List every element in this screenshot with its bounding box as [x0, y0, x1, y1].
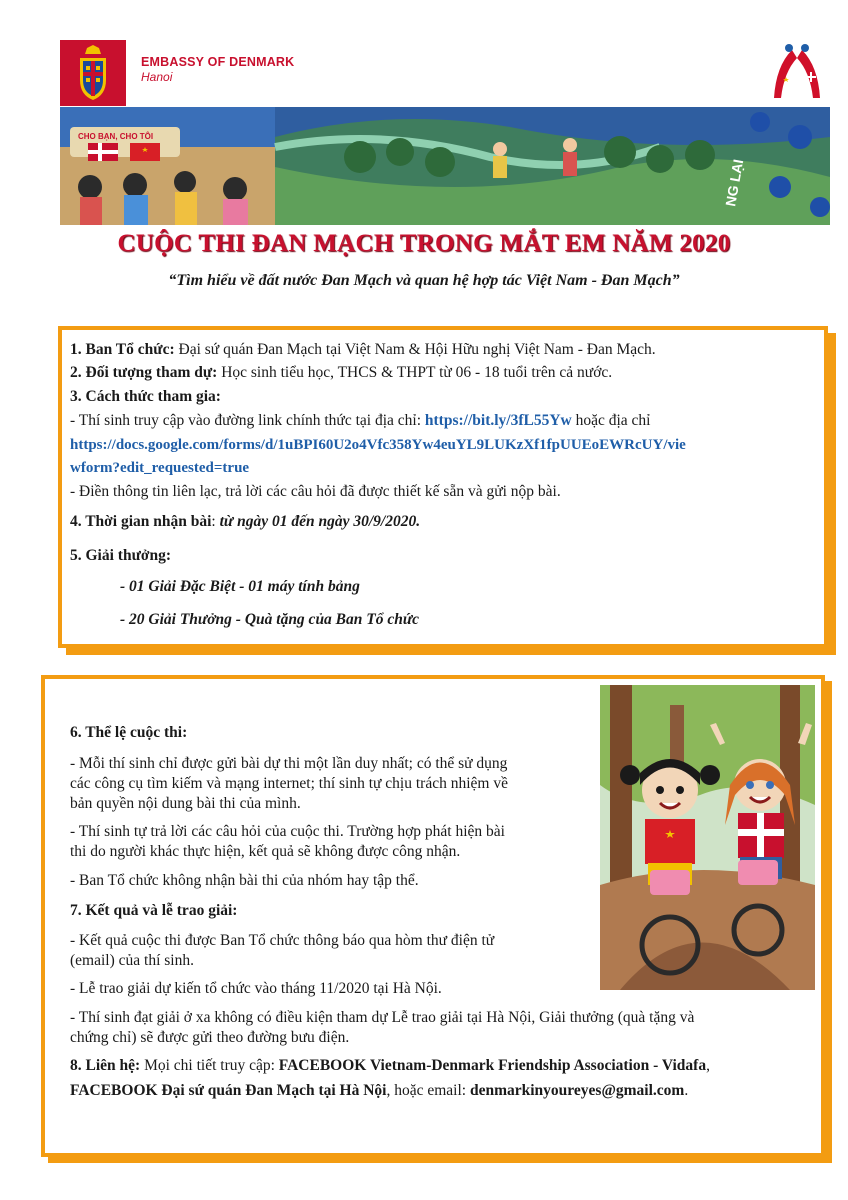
rules-3: - Ban Tổ chức không nhận bài thi của nhóm hay tập thể.	[70, 872, 419, 889]
prize-item-1: - 01 Giải Đặc Biệt - 01 máy tính bảng	[120, 578, 360, 595]
rules-label: 6. Thể lệ cuộc thi:	[70, 724, 188, 741]
method-line-1	[70, 411, 651, 431]
organizer-text: Đại sứ quán Đan Mạch tại Việt Nam & Hội Hữu nghị Việt Nam - Đan Mạch.	[174, 341, 656, 358]
results-label: 7. Kết quả và lễ trao giải:	[70, 902, 238, 919]
rules-1c: bản quyền nội dung bài thi của mình.	[70, 795, 301, 812]
rules-1b: các công cụ tìm kiếm và mạng internet; thí sinh tự chịu trách nhiệm về	[70, 775, 508, 792]
prize-item-2: - 20 Giải Thưởng - Quà tặng của Ban Tổ chức	[120, 611, 420, 628]
embassy-city: Hanoi	[141, 70, 173, 84]
target-label: 2. Đối tượng tham dự:	[70, 364, 218, 381]
embassy-crest-logo	[60, 40, 126, 106]
method-line-1-tail: hoặc địa chỉ	[571, 412, 651, 429]
contact-comma: ,	[706, 1057, 710, 1074]
time-line	[70, 512, 420, 532]
contact-facebook-embassy[interactable]: FACEBOOK Đại sứ quán Đan Mạch tại Hà Nội	[70, 1082, 387, 1099]
results-3b: chứng chỉ) sẽ được gửi theo đường bưu điện.	[70, 1029, 350, 1046]
organizer-label: 1. Ban Tổ chức:	[70, 341, 175, 358]
rules-2a: - Thí sinh tự trả lời các câu hỏi của cuộc thi. Trường hợp phát hiện bài	[70, 823, 505, 840]
method-label: 3. Cách thức tham gia:	[70, 388, 221, 405]
banner-sign-text: CHO BẠN, CHO TÔI	[78, 132, 154, 141]
results-2: - Lễ trao giải dự kiến tổ chức vào tháng 11/2020 tại Hà Nội.	[70, 980, 442, 997]
results-3a: - Thí sinh đạt giải ở xa không có điều kiện tham dự Lễ trao giải tại Hà Nội, Giải thưởng (quà tặng và	[70, 1009, 695, 1026]
results-heading	[70, 901, 237, 921]
long-link-line-1[interactable]: https://docs.google.com/forms/d/1uBPI60U2o4Vfc358Yw4euYL9LUKzXf1fpUUEoEWRcUY/vie	[70, 437, 686, 453]
prize-heading	[70, 546, 171, 566]
children-cycling-illustration	[600, 685, 815, 990]
contact-facebook-vidafa[interactable]: FACEBOOK Vietnam-Denmark Friendship Association - Vidafa	[278, 1057, 707, 1074]
contact-text-b: , hoặc email:	[386, 1082, 470, 1099]
time-colon: :	[211, 513, 220, 530]
banner-side-text: NG LẠI	[722, 158, 747, 208]
vidafa-logo	[762, 40, 832, 106]
results-1b: (email) của thí sinh.	[70, 952, 194, 969]
target-text: Học sinh tiểu học, THCS & THPT từ 06 - 18 tuổi trên cả nước.	[217, 364, 613, 381]
target-line	[70, 363, 612, 383]
contact-period: .	[684, 1082, 689, 1099]
embassy-name: EMBASSY OF DENMARK	[141, 55, 295, 69]
rules-heading	[70, 723, 187, 743]
time-label: 4. Thời gian nhận bài	[70, 513, 212, 530]
method-line-1-text: - Thí sinh truy cập vào đường link chính thức tại địa chỉ:	[70, 412, 425, 429]
contact-email[interactable]: denmarkinyoureyes@gmail.com	[469, 1082, 685, 1099]
method-line-2: - Điền thông tin liên lạc, trả lời các câu hỏi đã được thiết kế sẵn và gửi nộp bài.	[70, 483, 561, 500]
contact-line-1	[70, 1056, 710, 1076]
time-text: từ ngày 01 đến ngày 30/9/2020.	[219, 513, 421, 530]
long-link-line-2[interactable]: wform?edit_requested=true	[70, 460, 250, 476]
page-subtitle: “Tìm hiểu về đất nước Đan Mạch và quan hệ hợp tác Việt Nam - Đan Mạch”	[168, 272, 680, 289]
contact-label: 8. Liên hệ:	[70, 1057, 141, 1074]
contact-text-a: Mọi chi tiết truy cập:	[140, 1057, 279, 1074]
page-title: CUỘC THI ĐAN MẠCH TRONG MẮT EM NĂM 2020	[117, 230, 731, 257]
short-link[interactable]: https://bit.ly/3fL55Yw	[424, 412, 572, 429]
prize-label: 5. Giải thưởng:	[70, 547, 171, 564]
results-1a: - Kết quả cuộc thi được Ban Tổ chức thông báo qua hòm thư điện tử	[70, 932, 495, 949]
rules-1a: - Mỗi thí sinh chỉ được gửi bài dự thi một lần duy nhất; có thể sử dụng	[70, 755, 508, 772]
banner-illustration	[60, 107, 830, 225]
organizer-line	[70, 340, 656, 360]
method-heading	[70, 387, 221, 407]
contact-line-2	[70, 1081, 688, 1101]
rules-2b: thi do người khác thực hiện, kết quả sẽ không được công nhận.	[70, 843, 461, 860]
